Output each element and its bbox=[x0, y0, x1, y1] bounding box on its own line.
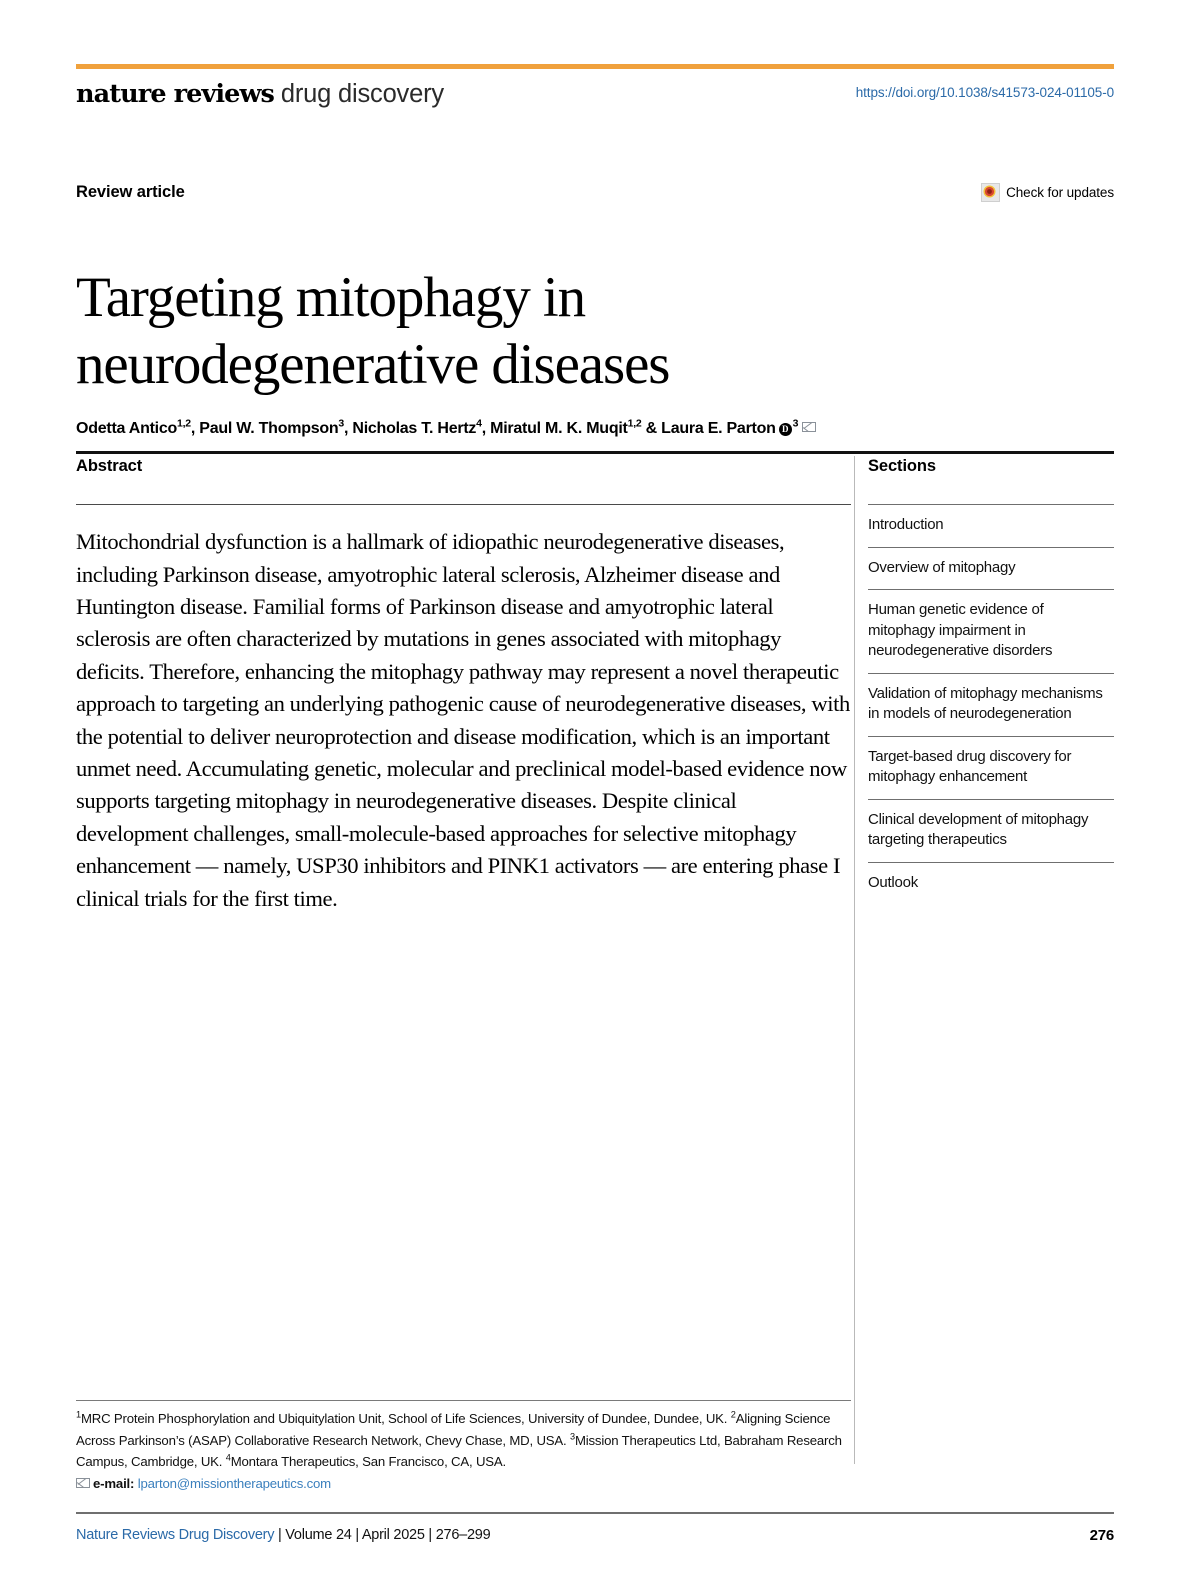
affiliation-text: Montara Therapeutics, San Francisco, CA, USA. bbox=[230, 1454, 507, 1469]
section-link-1[interactable]: Introduction bbox=[868, 516, 944, 533]
footer-citation bbox=[76, 1527, 490, 1543]
author-name: Miratul M. K. Muqit bbox=[490, 420, 628, 437]
affiliation-text: MRC Protein Phosphorylation and Ubiquitylation Unit, School of Life Sciences, University of Dundee, Dundee, UK. bbox=[80, 1411, 731, 1426]
check-for-updates-label: Check for updates bbox=[1006, 185, 1114, 200]
page-number: 276 bbox=[1089, 1527, 1114, 1544]
journal-logo-light: drug discovery bbox=[274, 80, 444, 108]
author-affiliation-marker: 4 bbox=[476, 417, 482, 430]
author-name: Nicholas T. Hertz bbox=[352, 420, 477, 437]
email-label: e-mail: bbox=[93, 1475, 138, 1491]
author-name: Laura E. Parton bbox=[661, 420, 776, 437]
sections-heading: Sections bbox=[868, 457, 936, 475]
section-link-6[interactable]: Clinical development of mitophagy targeting therapeutics bbox=[868, 810, 1089, 848]
abstract-body: Mitochondrial dysfunction is a hallmark of idiopathic neurodegenerative diseases, including Parkinson disease, amyotrophic lateral sclerosis, Alzheimer disease and Huntington disease. Familial forms of Parkinson disease and amyotrophic lateral sclerosis are often characterized by mutations in genes associated with mitophagy deficits. Therefore, enhancing the mitophagy pathway may represent a novel therapeutic approach to targeting an underlying pathogenic cause of neurodegenerative diseases, with the potential to deliver neuroprotection and disease modification, which is an important unmet need. Accumulating genetic, molecular and preclinical model-based evidence now supports targeting mitophagy in neurodegenerative diseases. Despite clinical development challenges, small-molecule-based approaches for selective mitophagy enhancement — namely, USP30 inhibitors and PINK1 activators — are entering phase I clinical trials for the first time. bbox=[76, 529, 850, 911]
corresponding-email-link[interactable]: lparton@missiontherapeutics.com bbox=[137, 1475, 331, 1491]
crossmark-badge-icon bbox=[981, 183, 1000, 202]
footer-journal-link[interactable]: Nature Reviews Drug Discovery bbox=[76, 1527, 275, 1543]
corresponding-email-line bbox=[76, 1473, 866, 1495]
sections-list bbox=[868, 504, 1114, 904]
masthead-accent-rule bbox=[76, 64, 1114, 69]
page-title: Targeting mitophagy in neurodegenerative diseases bbox=[76, 266, 670, 397]
affiliation-marker: 1 bbox=[76, 1409, 81, 1420]
affiliation-marker: 2 bbox=[730, 1409, 736, 1420]
journal-logo bbox=[76, 79, 444, 109]
footer-issue-meta: | Volume 24 | April 2025 | 276–299 bbox=[274, 1527, 491, 1543]
section-link-2[interactable]: Overview of mitophagy bbox=[868, 558, 1016, 576]
author-affiliation-marker: 3 bbox=[792, 417, 799, 430]
abstract-heading: Abstract bbox=[76, 457, 143, 475]
affiliation-marker: 3 bbox=[570, 1431, 575, 1442]
sections-column bbox=[868, 457, 1114, 904]
section-list-item[interactable] bbox=[868, 862, 1114, 905]
author-affiliation-marker: 3 bbox=[338, 417, 344, 430]
section-list-item[interactable] bbox=[868, 736, 1114, 799]
section-list-item[interactable] bbox=[868, 547, 1114, 590]
affiliations-block bbox=[76, 1408, 866, 1494]
author-name: Odetta Antico bbox=[76, 420, 178, 437]
article-type-row bbox=[76, 183, 1114, 209]
abstract-rule bbox=[76, 504, 851, 505]
section-list-item[interactable] bbox=[868, 799, 1114, 862]
band-top-rule bbox=[76, 451, 1114, 454]
author-affiliation-marker: 1,2 bbox=[177, 417, 191, 430]
author-affiliation-marker: 1,2 bbox=[627, 417, 642, 430]
column-divider bbox=[854, 456, 855, 1464]
section-list-item[interactable] bbox=[868, 673, 1114, 736]
section-list-item[interactable] bbox=[868, 504, 1114, 547]
doi-link[interactable]: https://doi.org/10.1038/s41573-024-01105-0 bbox=[855, 85, 1114, 100]
section-list-item[interactable] bbox=[868, 589, 1114, 673]
section-link-7[interactable]: Outlook bbox=[868, 873, 918, 891]
masthead bbox=[76, 79, 1114, 113]
section-link-5[interactable]: Target-based drug discovery for mitophagy enhancement bbox=[868, 747, 1072, 785]
affiliations-rule bbox=[76, 1400, 851, 1401]
article-type-label: Review article bbox=[76, 183, 185, 201]
journal-logo-bold: nature reviews bbox=[76, 79, 275, 109]
author-name: Paul W. Thompson bbox=[199, 420, 339, 437]
section-link-3[interactable]: Human genetic evidence of mitophagy impairment in neurodegenerative disorders bbox=[868, 601, 1053, 659]
footer-rule bbox=[76, 1512, 1114, 1514]
author-list: Odetta Antico$^{1,2}$, Paul W. Thompson$^3$, Nicholas T. Hertz$^4$, Miratul M. K. Muqit$^{1,2}$ & Laura E. Parton D $^3$ bbox=[76, 418, 1114, 440]
affiliation-text: Aligning Science Across Parkinson’s (ASAP) Collaborative Research Network, Chevy Chase, MD, USA. bbox=[76, 1411, 831, 1448]
envelope-icon bbox=[76, 1478, 90, 1488]
check-for-updates-button[interactable] bbox=[981, 183, 1114, 202]
section-link-4[interactable]: Validation of mitophagy mechanisms in models of neurodegeneration bbox=[868, 684, 1103, 722]
envelope-icon[interactable] bbox=[802, 422, 816, 432]
affiliation-text: Mission Therapeutics Ltd, Babraham Research Campus, Cambridge, UK. bbox=[76, 1432, 842, 1469]
page-footer bbox=[76, 1527, 1114, 1549]
orcid-icon[interactable]: D bbox=[779, 423, 792, 436]
affiliation-marker: 4 bbox=[225, 1452, 231, 1463]
abstract-column bbox=[76, 457, 851, 915]
